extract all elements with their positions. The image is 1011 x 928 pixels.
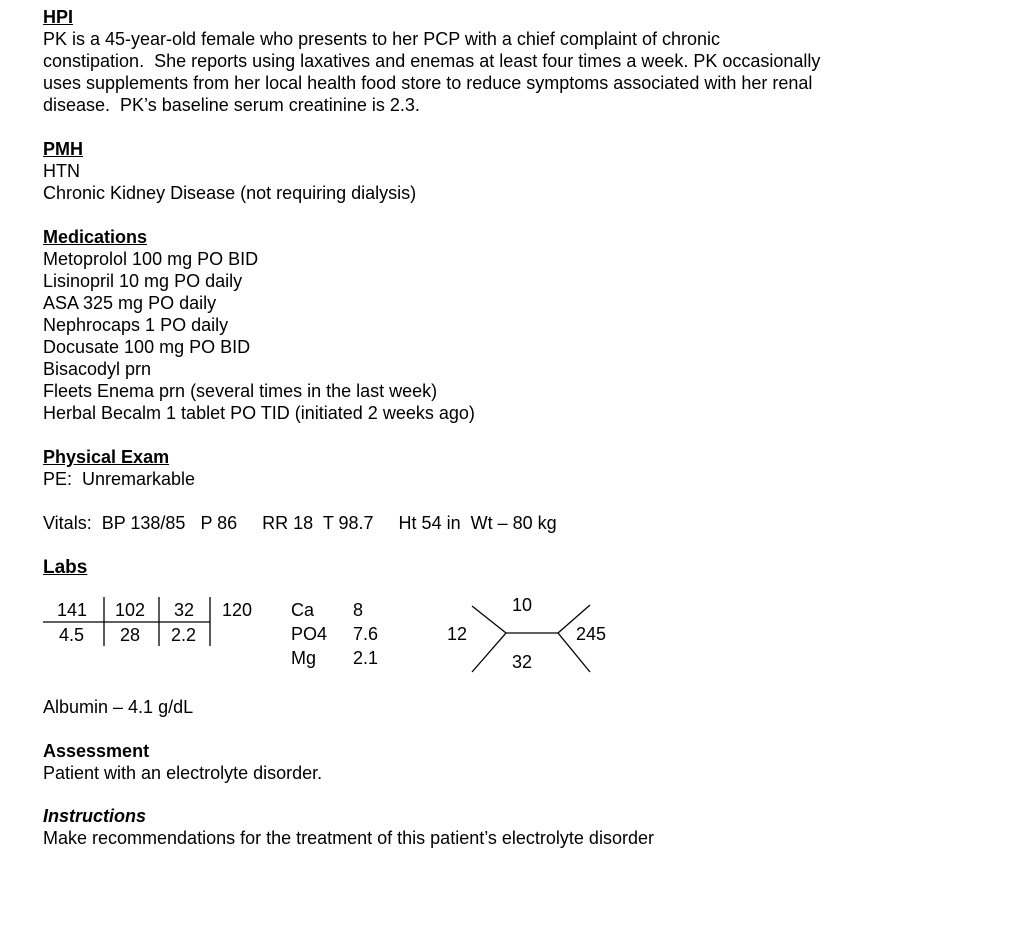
cbc-hemoglobin: 10: [512, 595, 533, 615]
medication-item: Metoprolol 100 mg PO BID: [43, 249, 259, 269]
magnesium-label: Mg: [291, 648, 317, 668]
phosphate-value: 7.6: [353, 624, 379, 644]
medication-item: Herbal Becalm 1 tablet PO TID (initiated 2 weeks ago): [43, 403, 475, 423]
medication-item: Docusate 100 mg PO BID: [43, 337, 251, 357]
case-document: [43, 6, 943, 534]
labs-heading: Labs: [43, 557, 88, 578]
calcium-label: Ca: [291, 600, 315, 620]
physical-exam-heading: Physical Exam: [43, 447, 170, 467]
medications-heading: Medications: [43, 227, 148, 247]
pmh-item: HTN: [43, 161, 80, 181]
bmp-sodium: 141: [57, 600, 88, 620]
instructions-text: Make recommendations for the treatment of this patient’s electrolyte disorder: [43, 828, 654, 848]
pmh-item: Chronic Kidney Disease (not requiring dialysis): [43, 183, 417, 203]
cbc-lower-left-branch: [472, 633, 506, 672]
medication-item: ASA 325 mg PO daily: [43, 293, 217, 313]
hpi-line-3: uses supplements from her local health food store to reduce symptoms associated with her renal: [43, 73, 813, 93]
cbc-platelets: 245: [576, 624, 607, 644]
bmp-bicarbonate: 28: [120, 625, 141, 645]
hpi-line-4: disease. PK’s baseline serum creatinine is 2.3.: [43, 95, 420, 115]
assessment-text: Patient with an electrolyte disorder.: [43, 763, 323, 783]
bmp-chloride: 102: [115, 600, 146, 620]
bmp-potassium: 4.5: [59, 625, 85, 645]
pmh-heading: PMH: [43, 139, 83, 159]
instructions-heading: Instructions: [43, 806, 147, 826]
hpi-line-2: constipation. She reports using laxatives and enemas at least four times a week. PK occasionally: [43, 51, 821, 71]
cbc-wbc: 12: [447, 624, 468, 644]
pe-line: PE: Unremarkable: [43, 469, 196, 489]
hpi-line-1: PK is a 45-year-old female who presents to her PCP with a chief complaint of chronic: [43, 29, 720, 49]
cbc-hematocrit: 32: [512, 652, 533, 672]
cbc-upper-left-branch: [472, 606, 506, 633]
hpi-heading: HPI: [43, 7, 74, 27]
medication-item: Nephrocaps 1 PO daily: [43, 315, 229, 335]
medication-item: Bisacodyl prn: [43, 359, 152, 379]
calcium-value: 8: [353, 600, 364, 620]
vitals-line: Vitals: BP 138/85 P 86 RR 18 T 98.7 Ht 54 in Wt – 80 kg: [43, 513, 557, 533]
magnesium-value: 2.1: [353, 648, 379, 668]
bmp-glucose: 120: [222, 600, 253, 620]
bmp-bun: 32: [174, 600, 195, 620]
medication-item: Fleets Enema prn (several times in the last week): [43, 381, 438, 401]
phosphate-label: PO4: [291, 624, 328, 644]
albumin-line: Albumin – 4.1 g/dL: [43, 697, 194, 717]
assessment-heading: Assessment: [43, 741, 150, 761]
bmp-creatinine: 2.2: [171, 625, 197, 645]
medication-item: Lisinopril 10 mg PO daily: [43, 271, 243, 291]
